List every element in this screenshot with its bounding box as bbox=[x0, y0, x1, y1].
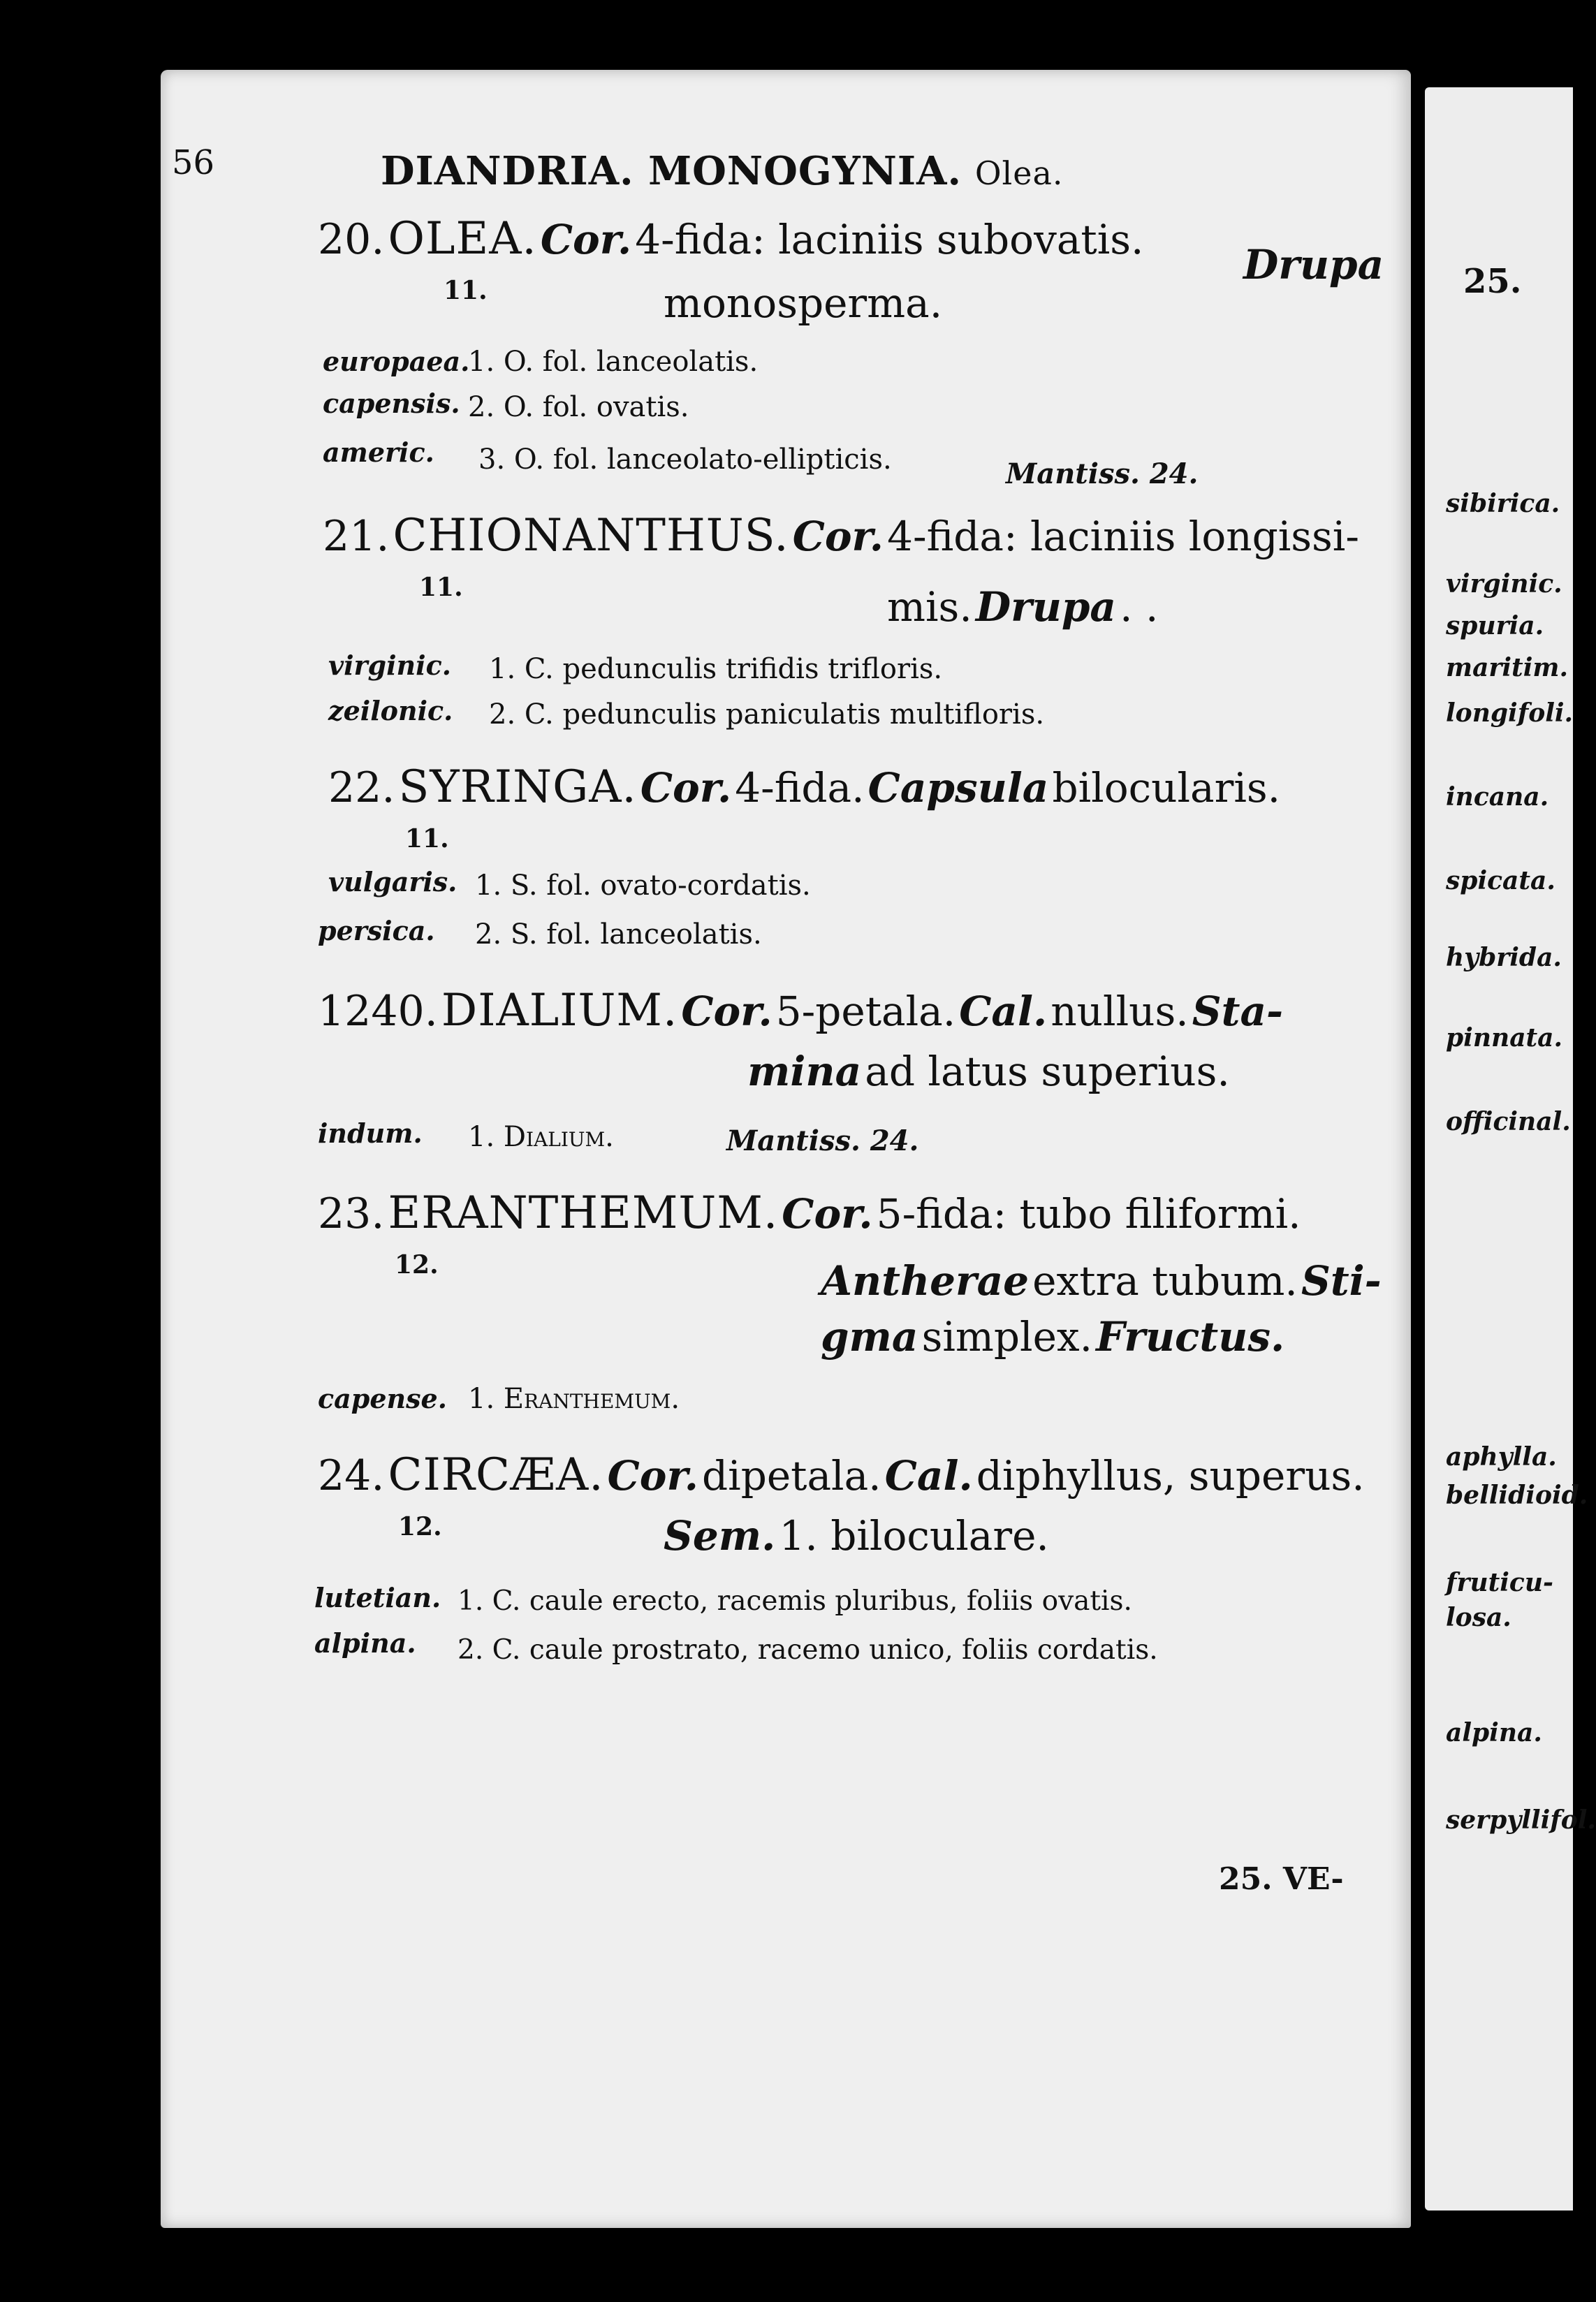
facing-label: spuria. bbox=[1446, 611, 1544, 640]
species-epithet: americ. bbox=[323, 437, 434, 468]
facing-label: aphylla. bbox=[1446, 1442, 1557, 1472]
species-reference: Mantiss. 24. bbox=[726, 1124, 919, 1157]
genus-syringa-heading: 22. SYRINGA. Cor. 4-fida. Capsula bilocularis. bbox=[328, 761, 1281, 813]
species-text: 2. O. fol. ovatis. bbox=[468, 391, 689, 423]
genus-chionanthus-heading: 21. CHIONANTHUS. Cor. 4-fida: laciniis longissi- bbox=[323, 510, 1359, 562]
facing-label: sibirica. bbox=[1446, 489, 1560, 518]
running-title: DIANDRIA. MONOGYNIA. bbox=[381, 148, 962, 194]
species-text: 1. Eranthemum. bbox=[468, 1383, 680, 1415]
genus-dialium-heading: 1240. DIALIUM. Cor. 5-petala. Cal. nullus. Sta- bbox=[318, 985, 1284, 1036]
species-text: 1. C. caule erecto, racemis pluribus, foliis ovatis. bbox=[457, 1585, 1132, 1617]
facing-label: pinnata. bbox=[1446, 1023, 1563, 1053]
dialium-desc-2: mina ad latus superius. bbox=[747, 1048, 1230, 1095]
running-genus: Olea. bbox=[974, 154, 1064, 192]
facing-label: spicata. bbox=[1446, 866, 1555, 895]
species-text: 2. C. caule prostrato, racemo unico, foliis cordatis. bbox=[457, 1634, 1158, 1666]
species-text: 1. C. pedunculis trifidis trifloris. bbox=[489, 653, 943, 685]
species-epithet: europaea. bbox=[323, 346, 470, 377]
facing-label: losa. bbox=[1446, 1603, 1511, 1632]
eranthemum-subnumber: 12. bbox=[395, 1250, 439, 1280]
chionanthus-desc-2: mis. Drupa . . bbox=[887, 583, 1159, 631]
species-epithet: virginic. bbox=[328, 650, 451, 681]
facing-label: officinal. bbox=[1446, 1107, 1571, 1136]
catchword: 25. VE- bbox=[1219, 1861, 1344, 1897]
genus-olea-heading: 20. OLEA. Cor. 4-fida: laciniis subovatis. bbox=[318, 213, 1144, 265]
species-epithet: zeilonic. bbox=[328, 695, 453, 726]
species-reference: Mantiss. 24. bbox=[1006, 457, 1199, 490]
facing-page-edge bbox=[1425, 87, 1573, 2211]
facing-label: longifoli. bbox=[1446, 698, 1574, 728]
facing-label: fruticu- bbox=[1446, 1568, 1553, 1597]
olea-desc-2: monosperma. bbox=[664, 279, 943, 327]
facing-label: maritim. bbox=[1446, 653, 1568, 682]
facing-label: virginic. bbox=[1446, 569, 1562, 599]
facing-label: hybrida. bbox=[1446, 943, 1562, 972]
olea-subnumber: 11. bbox=[444, 276, 488, 305]
species-epithet: persica. bbox=[318, 915, 435, 946]
species-epithet: indum. bbox=[318, 1117, 423, 1149]
syringa-subnumber: 11. bbox=[405, 824, 449, 853]
species-text: 1. O. fol. lanceolatis. bbox=[468, 346, 759, 378]
facing-label: bellidioid. bbox=[1446, 1481, 1588, 1510]
species-text: 2. S. fol. lanceolatis. bbox=[475, 918, 762, 951]
facing-label: serpyllifol. bbox=[1446, 1805, 1596, 1835]
eranthemum-desc-2: Antherae extra tubum. Sti- bbox=[821, 1257, 1382, 1305]
chionanthus-subnumber: 11. bbox=[419, 573, 463, 602]
species-text: 2. C. pedunculis paniculatis multifloris. bbox=[489, 698, 1045, 731]
facing-genus-number: 25. bbox=[1463, 262, 1522, 301]
genus-circaea-heading: 24. CIRCÆA. Cor. dipetala. Cal. diphyllus, superus. bbox=[318, 1449, 1365, 1501]
genus-eranthemum-heading: 23. ERANTHEMUM. Cor. 5-fida: tubo filiformi. bbox=[318, 1187, 1301, 1239]
species-epithet: lutetian. bbox=[314, 1582, 441, 1613]
running-header bbox=[381, 148, 1064, 194]
species-text: 1. Dialium. bbox=[468, 1121, 614, 1153]
facing-label: incana. bbox=[1446, 782, 1549, 812]
species-text: 3. O. fol. lanceolato-ellipticis. bbox=[478, 443, 892, 476]
page-number: 56 bbox=[172, 143, 215, 182]
facing-label: alpina. bbox=[1446, 1718, 1542, 1747]
species-epithet: vulgaris. bbox=[328, 866, 457, 897]
eranthemum-desc-3: gma simplex. Fructus. bbox=[821, 1313, 1285, 1361]
species-text: 1. S. fol. ovato-cordatis. bbox=[475, 870, 811, 902]
circaea-desc-2: Sem. 1. biloculare. bbox=[664, 1512, 1049, 1560]
species-epithet: capense. bbox=[318, 1383, 447, 1414]
species-epithet: alpina. bbox=[314, 1627, 416, 1659]
olea-fruit-term: Drupa bbox=[1243, 241, 1384, 288]
circaea-subnumber: 12. bbox=[398, 1512, 442, 1541]
species-epithet: capensis. bbox=[323, 388, 460, 419]
